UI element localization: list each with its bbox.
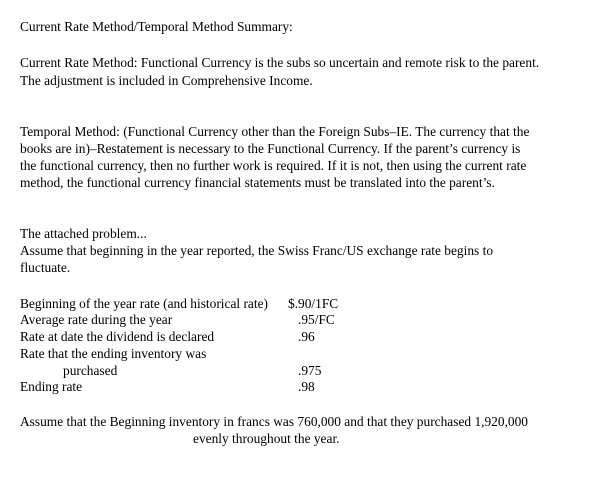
temporal-line-1: Temporal Method: (Functional Currency other than the Foreign Subs–IE. The currency that the — [20, 124, 530, 139]
inventory-rate-label-1: Rate that the ending inventory was — [20, 346, 207, 361]
inventory-rate-value: .975 — [298, 363, 322, 378]
average-rate-value: .95/FC — [298, 312, 335, 327]
temporal-line-4: method, the functional currency financial statements must be translated into the parent’s. — [20, 175, 495, 190]
average-rate-label: Average rate during the year — [20, 312, 173, 327]
problem-line-3: fluctuate. — [20, 260, 71, 275]
dividend-rate-label: Rate at date the dividend is declared — [20, 329, 215, 344]
current-rate-line-1: Current Rate Method: Functional Currency is the subs so uncertain and remote risk to the parent. — [20, 55, 540, 70]
current-rate-line-2: The adjustment is included in Comprehensive Income. — [20, 73, 313, 88]
inventory-note-line-1: Assume that the Beginning inventory in francs was 760,000 and that they purchased 1,920,000 — [20, 414, 529, 429]
page-title: Current Rate Method/Temporal Method Summary: — [20, 19, 293, 34]
temporal-line-3: the functional currency, then no further work is required. If it is not, then using the current rate — [20, 158, 527, 173]
problem-line-1: The attached problem... — [20, 226, 147, 241]
problem-line-2: Assume that beginning in the year reported, the Swiss Franc/US exchange rate begins to — [20, 243, 494, 258]
inventory-note-line-2: evenly throughout the year. — [193, 431, 340, 446]
beginning-rate-value: $.90/1FC — [288, 296, 339, 311]
dividend-rate-value: .96 — [298, 329, 315, 344]
temporal-line-2: books are in)–Restatement is necessary to the Functional Currency. If the parent’s currency is — [20, 141, 521, 156]
ending-rate-label: Ending rate — [20, 379, 83, 394]
inventory-rate-label-2: purchased — [63, 363, 118, 378]
beginning-rate-label: Beginning of the year rate (and historical rate) — [20, 296, 268, 311]
ending-rate-value: .98 — [298, 379, 315, 394]
